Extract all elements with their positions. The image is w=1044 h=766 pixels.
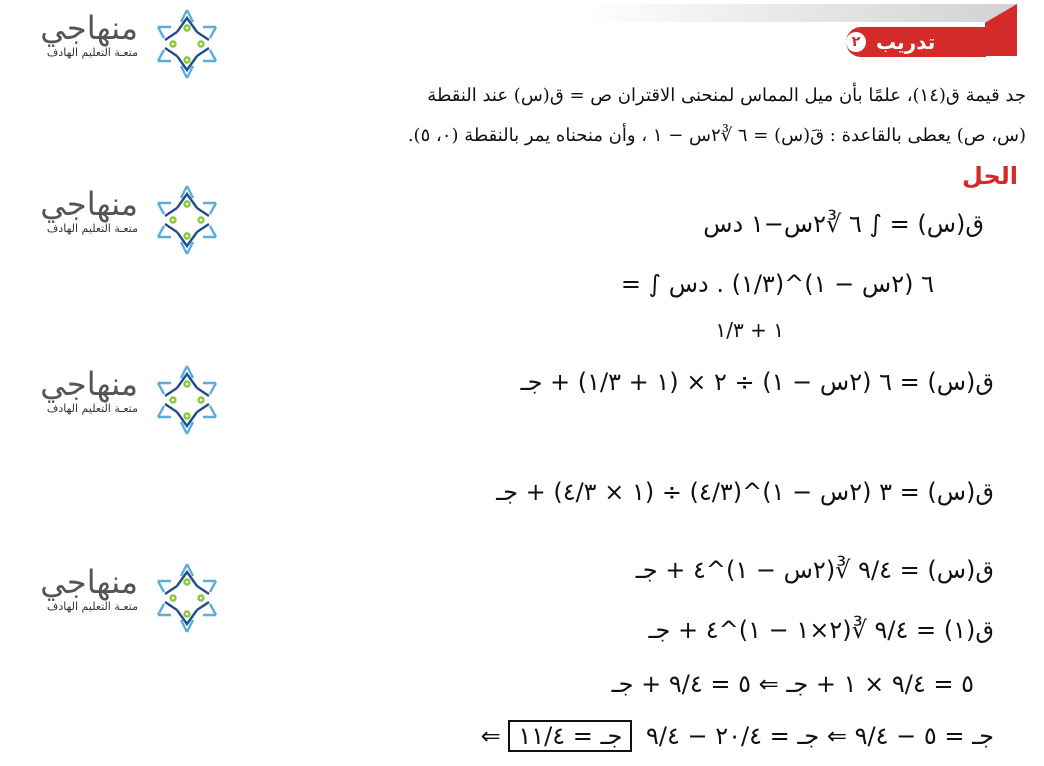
solution-step: ق(١) = ٩/٤ ∛(٢×١ − ١)^٤ + جـ	[648, 616, 994, 644]
final-answer: جـ = ١١/٤	[508, 720, 632, 752]
logo-tagline: متعـة التعليم الهادف	[46, 600, 138, 613]
solution-step: ٥ = ٩/٤ × ١ + جـ ⇐ ٥ = ٩/٤ + جـ	[611, 670, 974, 698]
solution-step: ق(س) = ٩/٤ ∛(٢س − ١)^٤ + جـ	[635, 556, 994, 584]
logo-tagline: متعـة التعليم الهادف	[46, 222, 138, 235]
manhaji-logo-icon	[146, 182, 228, 258]
exercise-badge	[846, 27, 986, 57]
solution-step: ق(س) = ٦ (٢س − ١) ÷ ٢ × (١ + ١/٣) + جـ	[520, 368, 994, 396]
logo-name: منهاجي	[40, 563, 138, 601]
solution-step: = ∫ ٦ (٢س − ١)^(١/٣) . دس	[620, 270, 934, 298]
badge-number: ٢	[846, 32, 866, 52]
logo-name: منهاجي	[40, 185, 138, 223]
manhaji-logo-icon	[146, 6, 228, 82]
solution-step: ق(س) = ٣ (٢س − ١)^(٤/٣) ÷ (١ × ٤/٣) + جـ	[496, 478, 994, 506]
solution-step: ١ + ١/٣	[715, 318, 784, 342]
solution-title: الحل	[962, 162, 1018, 190]
solution-step-text: ⇐ جـ = ٥ − ٩/٤ ⇐ جـ = ٢٠/٤ − ٩/٤	[480, 722, 994, 750]
solution-step: ق(س) = ∫ ٦ ∛٢س−١ دس	[703, 210, 984, 238]
logo-tagline: متعـة التعليم الهادف	[46, 46, 138, 59]
problem-line: جد قيمة ق(١٤)، علمًا بأن ميل المماس لمنحنى الاقتران ص = ق(س) عند النقطة	[427, 85, 1026, 106]
badge-label: تدريب	[876, 30, 936, 54]
logo-name: منهاجي	[40, 9, 138, 47]
watermark-logo	[6, 180, 232, 250]
problem-line: (س، ص) يعطى بالقاعدة : قَ(س) = ٦ ∛٢س − ١ ، وأن منحناه يمر بالنقطة (٠، ٥).	[407, 125, 1026, 146]
solution-step	[481, 722, 994, 750]
watermark-logo	[6, 4, 232, 74]
header-bar	[585, 4, 1017, 22]
watermark-logo	[6, 360, 232, 430]
problem-statement	[246, 76, 1026, 156]
logo-tagline: متعـة التعليم الهادف	[46, 402, 138, 415]
watermark-logo	[6, 558, 232, 628]
logo-name: منهاجي	[40, 365, 138, 403]
manhaji-logo-icon	[146, 362, 228, 438]
manhaji-logo-icon	[146, 560, 228, 636]
